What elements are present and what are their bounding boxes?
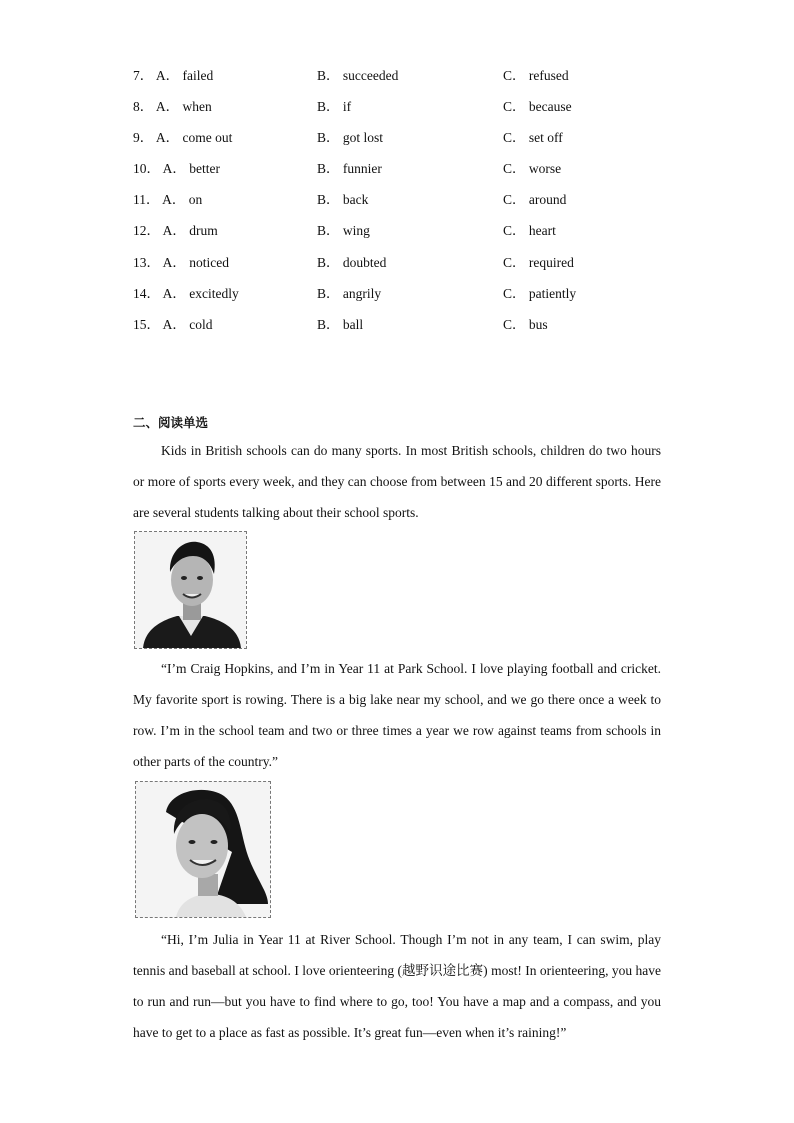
- option-c: C． because: [503, 99, 572, 115]
- option-a: 14． A． excitedly: [133, 285, 239, 301]
- intro-paragraph: Kids in British schools can do many sports. In most British schools, children do two hours or more of sports every week, and they can choose from between 15 and 20 different sports. Here are several students talking about their school sports.: [133, 443, 661, 520]
- option-a: 11． A． on: [133, 192, 203, 208]
- option-c: C． refused: [503, 68, 569, 83]
- option-row: [133, 66, 693, 97]
- option-a: 12． A． drum: [133, 223, 218, 239]
- options-table: [133, 66, 693, 346]
- boy-portrait-image: [135, 532, 246, 648]
- girl-portrait-image: [136, 782, 270, 917]
- option-row: [133, 221, 693, 252]
- craig-paragraph: “I’m Craig Hopkins, and I’m in Year 11 at Park School. I love playing football and cricket. My favorite sport is rowing. There is a big lake near my school, and we go there once a week to row. I’m in the school team and two or three times a year we row against teams from schools in other parts of the country.”: [133, 661, 661, 769]
- option-c: C． patiently: [503, 285, 577, 301]
- option-row: [133, 253, 693, 284]
- option-row: [133, 128, 693, 159]
- option-b: B． funnier: [317, 161, 382, 177]
- option-c: C． bus: [503, 316, 548, 332]
- option-b: B． back: [317, 192, 369, 208]
- option-a: 9． A． come out: [133, 130, 233, 146]
- option-b: B． wing: [317, 223, 370, 239]
- option-b: B． succeeded: [317, 68, 399, 83]
- option-a: 7． A． failed: [133, 68, 214, 83]
- option-row: [133, 97, 693, 128]
- option-a: 15． A． cold: [133, 316, 213, 332]
- option-b: B． doubted: [317, 254, 387, 270]
- julia-paragraph: “Hi, I’m Julia in Year 11 at River School. Though I’m not in any team, I can swim, play tennis and baseball at school. I love orienteering (越野识途比赛) most! In orienteering, you have to run and run—but you have to find where to go, too! You have a map and a compass, and you have to get to a place as fast as possible. It’s great fun—even when it’s raining!”: [133, 932, 661, 1040]
- option-row: [133, 159, 693, 190]
- julia-photo: [135, 781, 271, 918]
- option-a: 10． A． better: [133, 161, 220, 177]
- option-c: C． worse: [503, 161, 562, 177]
- option-b: B． angrily: [317, 285, 382, 301]
- option-a: 8． A． when: [133, 99, 212, 115]
- option-a: 13． A． noticed: [133, 254, 230, 270]
- option-c: C． required: [503, 254, 574, 270]
- option-c: C． heart: [503, 223, 556, 239]
- option-b: B． ball: [317, 316, 364, 332]
- section-title: 二、阅读单选: [133, 415, 209, 430]
- option-row: [133, 190, 693, 221]
- craig-photo: [134, 531, 247, 649]
- option-b: B． if: [317, 99, 352, 115]
- option-row: [133, 315, 693, 346]
- option-c: C． set off: [503, 130, 563, 146]
- option-row: [133, 284, 693, 315]
- option-b: B． got lost: [317, 130, 384, 146]
- option-c: C． around: [503, 192, 567, 208]
